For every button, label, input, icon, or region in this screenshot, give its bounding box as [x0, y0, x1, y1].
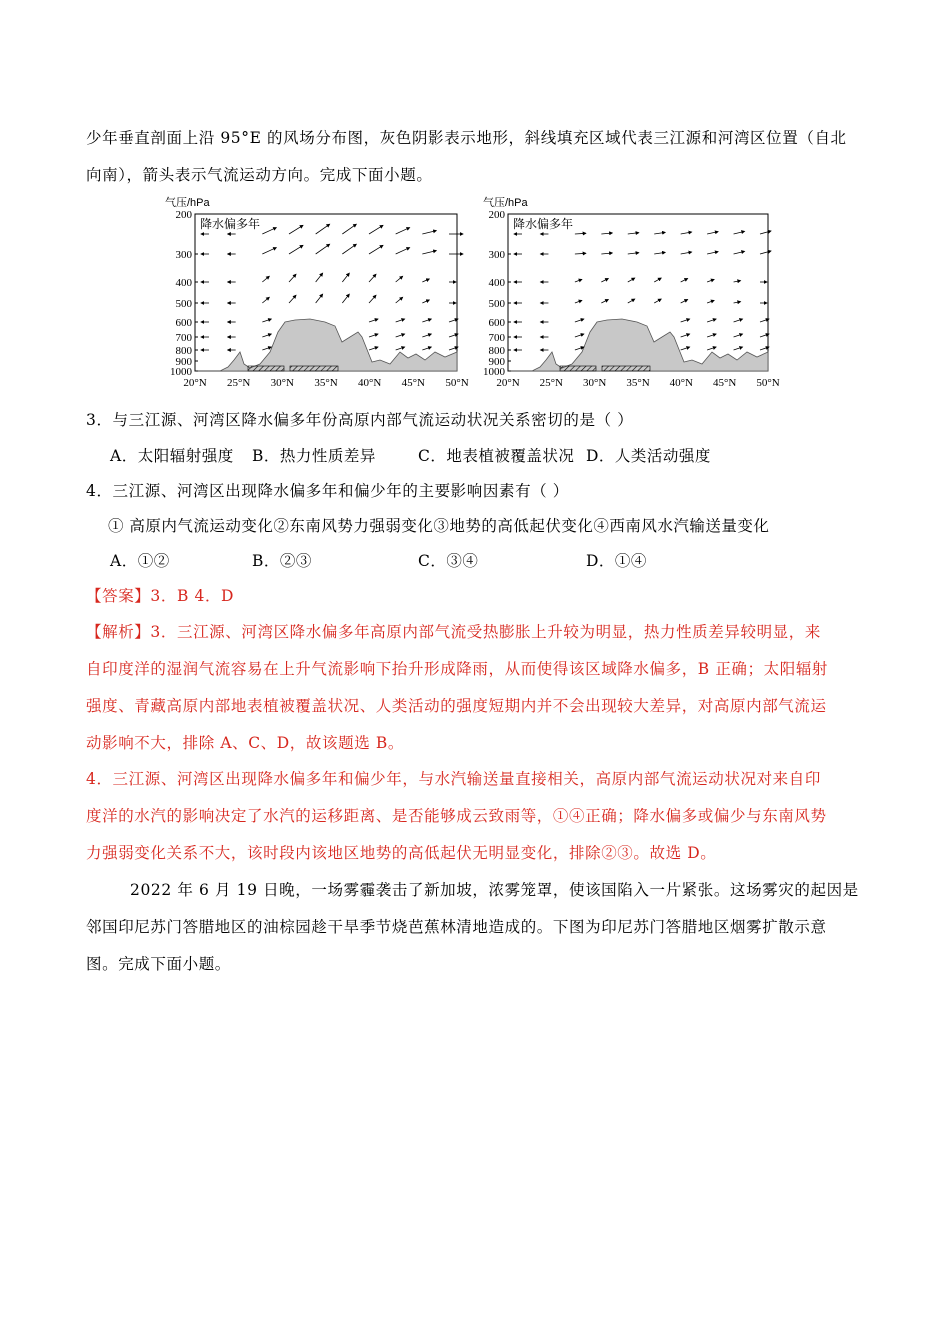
left-wind-arrow — [289, 295, 296, 303]
left-hatch-hewan — [290, 366, 338, 371]
left-wind-arrow — [289, 274, 296, 282]
right-xtick-label: 20°N — [496, 377, 520, 389]
right-ytick-label: 500 — [488, 298, 505, 310]
left-wind-arrow — [316, 294, 323, 303]
right-hatch-hewan — [602, 366, 650, 371]
right-ytick-label: 400 — [488, 277, 505, 289]
passage-line-2: 邻国印尼苏门答腊地区的油棕园趁干旱季节烧芭蕉林清地造成的。下图为印尼苏门答腊地区烟雾扩散示意 — [86, 918, 827, 936]
right-wind-arrow — [575, 300, 582, 303]
left-hatch-sanjiangyuan — [248, 366, 284, 371]
left-wind-arrow — [396, 248, 410, 254]
right-wind-arrow — [654, 278, 661, 282]
wind-field-figure — [160, 192, 800, 397]
q4-option-a: A．①② — [110, 552, 170, 570]
answer-label: 【答案】 — [86, 587, 151, 605]
left-wind-arrow — [316, 273, 323, 282]
q4-option-c: C．③④ — [418, 552, 479, 570]
right-ytick-label: 800 — [488, 345, 505, 357]
left-yticks — [170, 209, 198, 378]
wind-field-svg — [160, 192, 800, 397]
q4-option-b: B．②③ — [252, 552, 312, 570]
left-ylabel: 气压/hPa — [165, 197, 210, 209]
left-wind-arrow — [316, 244, 330, 254]
right-wind-arrow — [681, 334, 690, 337]
left-wind-arrow — [262, 228, 276, 234]
right-wind-arrow — [681, 279, 688, 282]
left-wind-arrow — [422, 300, 429, 303]
right-wind-arrow — [575, 347, 584, 350]
q3-option-a: A．太阳辐射强度 — [110, 447, 234, 465]
right-wind-arrow — [707, 279, 714, 282]
left-wind-arrow — [369, 274, 376, 282]
left-xtick-label: 25°N — [226, 377, 251, 389]
right-wind-arrow — [601, 253, 612, 254]
right-wind-arrow — [707, 252, 718, 254]
right-wind-arrow — [628, 233, 639, 234]
right-ytick-label: 600 — [488, 317, 505, 329]
right-xtick-label: 50°N — [756, 377, 780, 389]
right-xtick-label: 40°N — [669, 377, 694, 389]
right-wind-arrow — [654, 252, 665, 254]
analysis-p2-line1: 4．三江源、河湾区出现降水偏多年和偏少年，与水汽输送量直接相关，高原内部气流运动状况对来自印 — [86, 770, 821, 788]
left-wind-arrow — [369, 334, 378, 337]
analysis-p2-line2: 度洋的水汽的影响决定了水汽的运移距离、是否能够成云致雨等，①④正确；降水偏多或偏少与东南风势 — [86, 807, 827, 825]
right-wind-arrow — [707, 232, 718, 234]
right-xticks — [496, 377, 779, 389]
left-wind-arrow — [289, 245, 303, 254]
left-wind-arrow — [369, 295, 376, 303]
intro-line-2: 向南），箭头表示气流运动方向。完成下面小题。 — [86, 166, 433, 184]
left-wind-arrow — [422, 334, 431, 337]
left-wind-arrow — [262, 248, 276, 254]
right-wind-arrow — [601, 279, 608, 282]
right-xtick-label: 30°N — [582, 377, 607, 389]
left-wind-arrow — [422, 347, 431, 350]
left-xticks — [183, 377, 468, 389]
left-wind-arrow — [262, 334, 271, 337]
right-wind-arrow — [575, 253, 586, 254]
right-wind-arrow — [601, 233, 612, 234]
right-wind-arrow — [734, 231, 745, 234]
left-wind-arrow — [396, 297, 403, 303]
right-wind-arrow — [760, 251, 771, 254]
right-wind-arrow — [601, 300, 608, 303]
right-ytick-label: 1000 — [483, 366, 505, 378]
right-wind-arrow — [628, 253, 639, 254]
right-wind-arrow — [734, 302, 741, 303]
left-ytick-label: 900 — [175, 356, 192, 368]
answer-text: 3．B 4．D — [150, 587, 235, 605]
left-xtick-label: 45°N — [401, 377, 426, 389]
right-wind-arrow — [654, 299, 661, 303]
left-wind-arrow — [262, 319, 271, 322]
left-wind-arrow — [342, 273, 349, 282]
left-wind-arrow — [422, 231, 436, 234]
analysis-label: 【解析】 — [86, 623, 151, 641]
left-wind-arrow — [396, 334, 405, 337]
right-wind-arrow — [707, 347, 716, 350]
analysis-p2-line3: 力强弱变化关系不大，该时段内该地区地势的高低起伏无明显变化，排除②③。故选 D。 — [86, 844, 717, 862]
right-wind-arrow — [681, 232, 692, 234]
q4-option-d: D．①④ — [586, 552, 647, 570]
right-wind-arrow — [734, 319, 743, 322]
right-wind-arrow — [681, 319, 690, 322]
right-wind-arrow — [734, 251, 745, 254]
right-wind-arrow — [760, 231, 771, 234]
q3-option-d: D．人类活动强度 — [586, 447, 711, 465]
right-wind-arrow — [681, 252, 692, 254]
left-wind-arrow — [369, 225, 383, 234]
left-ytick-label: 500 — [175, 298, 192, 310]
q3-option-c: C．地表植被覆盖状况 — [418, 447, 575, 465]
right-wind-arrow — [575, 233, 586, 234]
left-wind-arrow — [369, 319, 378, 322]
right-panel — [483, 195, 780, 389]
left-wind-arrow — [396, 319, 405, 322]
right-ytick-label: 900 — [488, 356, 505, 368]
q4-stem: 4．三江源、河湾区出现降水偏多年和偏少年的主要影响因素有（ ） — [86, 482, 569, 500]
left-ytick-label: 600 — [175, 317, 192, 329]
right-title: 降水偏多年 — [513, 217, 574, 231]
passage-line-3: 图。完成下面小题。 — [86, 955, 231, 973]
left-wind-arrow — [262, 347, 271, 350]
right-ytick-label: 700 — [488, 332, 505, 344]
right-ylabel: 气压/hPa — [483, 197, 528, 209]
analysis-p1-line3: 强度、青藏高原内部地表植被覆盖状况、人类活动的强度短期内并不会出现较大差异，对高原内部气流运 — [86, 697, 827, 715]
left-xtick-label: 30°N — [270, 377, 295, 389]
right-wind-arrow — [575, 319, 584, 322]
left-ytick-label: 300 — [175, 249, 192, 261]
right-ytick-label: 300 — [488, 249, 505, 261]
right-wind-arrow — [734, 347, 743, 350]
right-wind-arrow — [575, 279, 582, 282]
left-wind-arrow — [422, 251, 436, 254]
q3-stem: 3．与三江源、河湾区降水偏多年份高原内部气流运动状况关系密切的是（ ） — [86, 411, 634, 429]
right-wind-arrow — [575, 334, 584, 337]
left-ytick-label: 200 — [175, 209, 192, 221]
right-hatch-sanjiangyuan — [560, 366, 596, 371]
left-wind-arrow — [262, 297, 269, 303]
left-wind-arrow — [289, 225, 303, 234]
left-wind-arrow — [396, 228, 410, 234]
right-wind-arrow — [707, 334, 716, 337]
left-xtick-label: 20°N — [183, 377, 207, 389]
answer-block — [86, 586, 234, 606]
analysis-p1-line4: 动影响不大，排除 A、C、D，故该题选 B。 — [86, 734, 404, 752]
right-wind-arrow — [707, 300, 714, 303]
left-xtick-label: 35°N — [314, 377, 338, 389]
right-wind-arrow — [707, 319, 716, 322]
right-ytick-label: 200 — [488, 209, 505, 221]
left-wind-arrow — [342, 244, 356, 254]
analysis-p1-line2: 自印度洋的湿润气流容易在上升气流影响下抬升形成降雨，从而使得该区域降水偏多，B 正确；太阳辐射 — [86, 660, 829, 678]
left-panel — [165, 195, 469, 389]
left-ytick-label: 800 — [175, 345, 192, 357]
left-ytick-label: 1000 — [170, 366, 192, 378]
left-wind-arrow — [396, 347, 405, 350]
left-wind-arrow — [422, 279, 429, 282]
left-wind-arrow — [262, 276, 269, 282]
passage-line-1: 2022 年 6 月 19 日晚，一场雾霾袭击了新加坡，浓雾笼罩，使该国陷入一片紧张。这场雾灾的起因是 — [130, 881, 859, 899]
analysis-p1-line1: 3．三江源、河湾区降水偏多年高原内部气流受热膨胀上升较为明显，热力性质差异较明显，来 — [150, 623, 821, 641]
left-wind-arrow — [369, 245, 383, 254]
left-wind-arrow — [342, 294, 349, 303]
right-terrain — [508, 319, 768, 371]
left-wind-arrow — [396, 276, 403, 282]
left-wind-arrow — [369, 347, 378, 350]
q3-option-b: B．热力性质差异 — [252, 447, 376, 465]
left-xtick-label: 40°N — [357, 377, 382, 389]
intro-line-1: 少年垂直剖面上沿 95°E 的风场分布图，灰色阴影表示地形，斜线填充区域代表三江源和河湾区位置（自北 — [86, 129, 847, 147]
right-yticks — [483, 209, 511, 378]
right-xtick-label: 45°N — [712, 377, 737, 389]
right-wind-arrow — [681, 347, 690, 350]
left-wind-arrow — [316, 224, 330, 234]
right-wind-arrow — [681, 300, 688, 303]
q4-items: ① 高原内气流运动变化②东南风势力强弱变化③地势的高低起伏变化④西南风水汽输送量变化 — [108, 517, 770, 535]
left-wind-arrow — [342, 224, 356, 234]
left-xtick-label: 50°N — [445, 377, 469, 389]
right-xtick-label: 25°N — [539, 377, 564, 389]
right-wind-arrow — [654, 232, 665, 234]
left-title: 降水偏多年 — [200, 217, 261, 231]
right-wind-arrow — [734, 334, 743, 337]
right-wind-arrow — [628, 299, 635, 303]
right-wind-arrow — [734, 281, 741, 282]
left-ytick-label: 700 — [175, 332, 192, 344]
left-ytick-label: 400 — [175, 277, 192, 289]
right-xtick-label: 35°N — [626, 377, 650, 389]
analysis-line-1 — [86, 622, 821, 642]
left-wind-arrow — [422, 319, 431, 322]
left-terrain — [195, 319, 457, 371]
right-wind-arrow — [628, 278, 635, 282]
